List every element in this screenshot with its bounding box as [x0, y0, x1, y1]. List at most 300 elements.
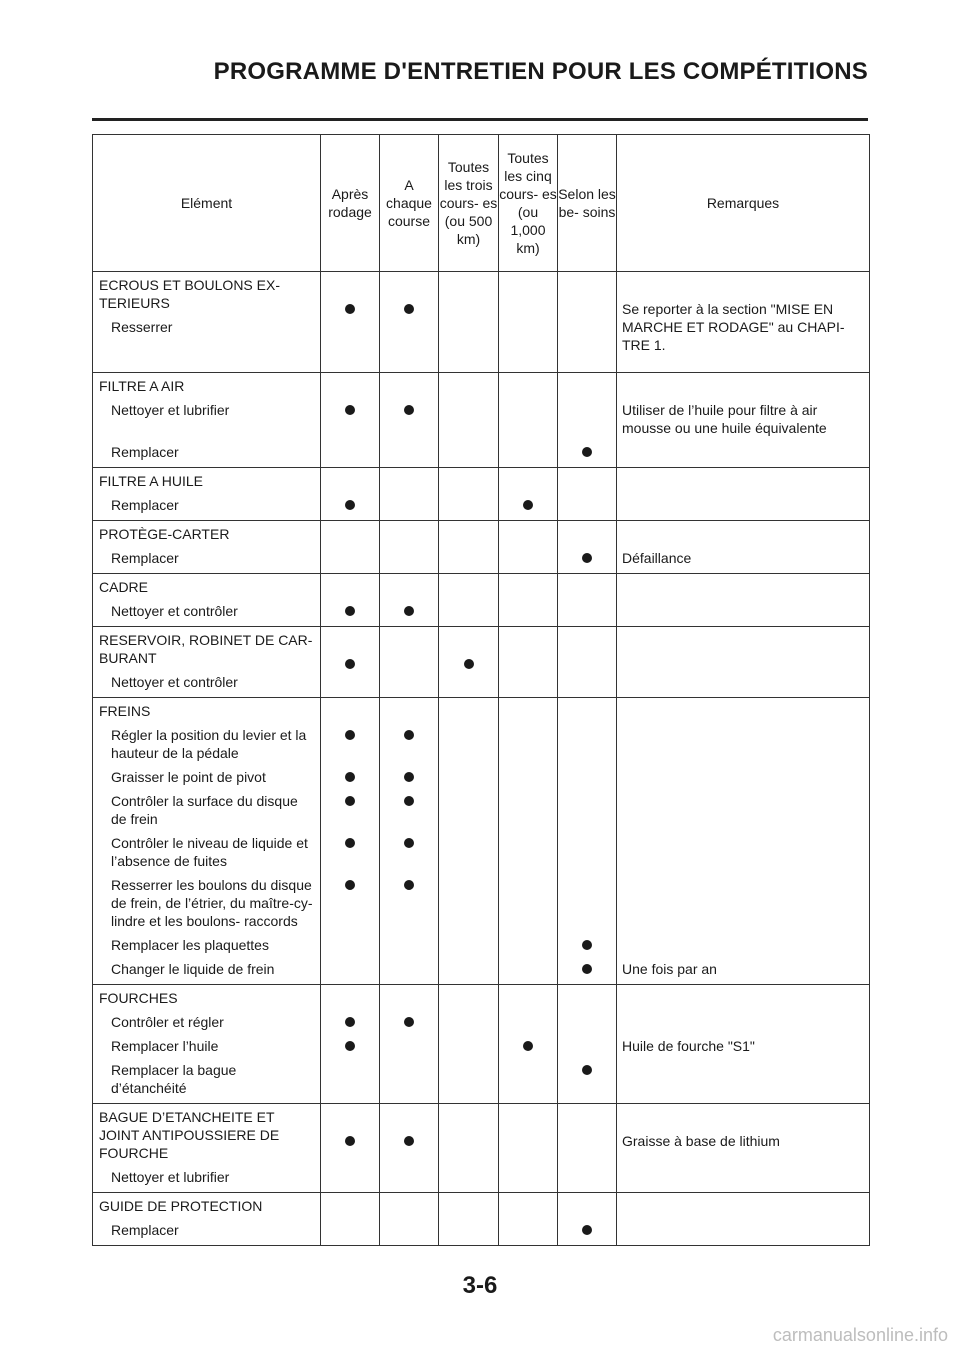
element-cell: [93, 627, 321, 698]
table-row: [93, 521, 870, 574]
interval-cell: [439, 373, 499, 468]
interval-slot: [558, 1215, 616, 1245]
remark-cell: [617, 1104, 870, 1193]
item-label: Régler la position du levier et la hauteur de la pédale: [111, 727, 307, 761]
check-dot-icon: [345, 796, 355, 806]
interval-slot: [558, 762, 616, 786]
interval-slot: [499, 762, 557, 786]
table-row: [93, 574, 870, 627]
interval-slot: [380, 720, 438, 762]
interval-slot: [499, 786, 557, 828]
header-apres-rodage: Après rodage: [321, 135, 380, 272]
spacer: [558, 468, 616, 490]
element-cell: [93, 698, 321, 985]
header-cinq-courses: Toutes les cinq cours- es (ou 1,000 km): [499, 135, 558, 272]
spacer: [321, 985, 379, 1007]
interval-slot: [499, 437, 557, 467]
interval-cell: [499, 985, 558, 1104]
table-header: [93, 135, 870, 272]
table-row: [93, 468, 870, 521]
interval-cell: [321, 627, 380, 698]
check-dot-icon: [582, 964, 592, 974]
spacer: [321, 468, 379, 490]
interval-cell: [439, 1193, 499, 1246]
element-cell: [93, 373, 321, 468]
interval-slot: [558, 1055, 616, 1103]
interval-cell: [558, 1193, 617, 1246]
check-dot-icon: [345, 304, 355, 314]
interval-cell: [321, 698, 380, 985]
interval-slot: [558, 437, 616, 467]
interval-slot: [321, 762, 379, 786]
item-label: Remplacer les plaquettes: [111, 937, 269, 953]
spacer: [321, 521, 379, 543]
spacer: [380, 521, 438, 543]
element-cell: [93, 521, 321, 574]
item-label: Nettoyer et contrôler: [111, 603, 238, 619]
interval-slot: [499, 1007, 557, 1031]
interval-cell: [558, 1104, 617, 1193]
group-title: FILTRE A AIR: [99, 378, 185, 394]
remark-text: [617, 596, 869, 626]
interval-slot: [380, 1126, 438, 1156]
remark-cell: [617, 1193, 870, 1246]
spacer: [558, 521, 616, 543]
interval-slot: [558, 930, 616, 954]
interval-slot: [439, 786, 498, 828]
spacer: [617, 373, 869, 395]
interval-slot: [321, 1031, 379, 1055]
interval-cell: [439, 272, 499, 373]
remark-text: Utiliser de l’huile pour filtre à air mousse ou une huile équivalente: [622, 402, 827, 436]
interval-cell: [321, 1104, 380, 1193]
spacer: [439, 468, 498, 490]
interval-cell: [321, 985, 380, 1104]
spacer: [558, 1104, 616, 1126]
item-label: Remplacer: [111, 550, 179, 566]
remark-text: [617, 437, 869, 467]
spacer: [321, 373, 379, 395]
header-remarques: Remarques: [617, 135, 870, 272]
table-row: [93, 985, 870, 1104]
header-selon-besoins: Selon les be- soins: [558, 135, 617, 272]
interval-cell: [558, 574, 617, 627]
interval-slot: [558, 543, 616, 573]
interval-cell: [439, 985, 499, 1104]
check-dot-icon: [345, 730, 355, 740]
remark-text: [617, 720, 869, 762]
interval-slot: [380, 1007, 438, 1031]
check-dot-icon: [345, 1041, 355, 1051]
title-divider: [92, 118, 868, 121]
check-dot-icon: [345, 772, 355, 782]
spacer: [439, 698, 498, 720]
spacer: [321, 574, 379, 596]
interval-cell: [321, 468, 380, 521]
interval-cell: [321, 1193, 380, 1246]
remark-text: [617, 649, 869, 679]
spacer: [499, 521, 557, 543]
interval-slot: [499, 649, 557, 679]
remark-text: Se reporter à la section "MISE EN MARCHE ET RODAGE" au CHAPI- TRE 1.: [622, 301, 845, 353]
spacer: [558, 698, 616, 720]
interval-cell: [321, 574, 380, 627]
spacer: [439, 373, 498, 395]
interval-slot: [499, 1215, 557, 1245]
remark-text: [617, 786, 869, 828]
interval-slot: [321, 437, 379, 467]
spacer: [321, 1193, 379, 1215]
interval-slot: [499, 490, 557, 520]
spacer: [617, 272, 869, 294]
table-row: [93, 698, 870, 985]
item-label: Remplacer: [111, 497, 179, 513]
spacer: [558, 373, 616, 395]
interval-slot: [439, 294, 498, 354]
interval-slot: [439, 1126, 498, 1156]
interval-slot: [499, 294, 557, 354]
interval-slot: [321, 930, 379, 954]
check-dot-icon: [523, 500, 533, 510]
spacer: [380, 985, 438, 1007]
check-dot-icon: [582, 447, 592, 457]
group-title: PROTÈGE-CARTER: [99, 526, 230, 542]
table-row: [93, 272, 870, 373]
interval-slot: [439, 543, 498, 573]
spacer: [499, 574, 557, 596]
spacer: [380, 373, 438, 395]
spacer: [617, 1104, 869, 1126]
interval-slot: [558, 1031, 616, 1055]
item-label: Resserrer les boulons du disque de frein, de l’étrier, du maître-cy- lindre et les boulons- raccords: [111, 877, 313, 929]
interval-cell: [380, 1193, 439, 1246]
check-dot-icon: [404, 405, 414, 415]
interval-slot: [321, 954, 379, 984]
spacer: [499, 627, 557, 649]
spacer: [558, 627, 616, 649]
interval-cell: [380, 1104, 439, 1193]
interval-cell: [439, 574, 499, 627]
group-title: BAGUE D’ETANCHEITE ET JOINT ANTIPOUSSIERE DE FOURCHE: [99, 1109, 280, 1161]
interval-slot: [321, 870, 379, 930]
maintenance-table: [92, 134, 870, 1246]
interval-slot: [321, 828, 379, 870]
interval-slot: [499, 395, 557, 437]
check-dot-icon: [404, 606, 414, 616]
interval-slot: [380, 649, 438, 679]
check-dot-icon: [345, 606, 355, 616]
group-title: CADRE: [99, 579, 149, 595]
header-element: Elément: [93, 135, 321, 272]
table-row: [93, 1104, 870, 1193]
group-title: FILTRE A HUILE: [99, 473, 203, 489]
check-dot-icon: [582, 553, 592, 563]
interval-slot: [380, 954, 438, 984]
interval-slot: [499, 1055, 557, 1103]
check-dot-icon: [582, 1225, 592, 1235]
remark-text: [617, 930, 869, 954]
check-dot-icon: [404, 1017, 414, 1027]
interval-cell: [499, 1104, 558, 1193]
interval-slot: [439, 596, 498, 626]
interval-slot: [499, 870, 557, 930]
element-cell: [93, 574, 321, 627]
check-dot-icon: [345, 500, 355, 510]
check-dot-icon: [404, 880, 414, 890]
check-dot-icon: [582, 940, 592, 950]
interval-slot: [558, 596, 616, 626]
spacer: [617, 985, 869, 1007]
interval-slot: [321, 720, 379, 762]
item-label: Contrôler et régler: [111, 1014, 224, 1030]
check-dot-icon: [404, 772, 414, 782]
element-cell: [93, 1104, 321, 1193]
interval-slot: [380, 762, 438, 786]
remark-text: Défaillance: [622, 550, 692, 566]
spacer: [321, 272, 379, 294]
interval-slot: [380, 596, 438, 626]
interval-slot: [380, 543, 438, 573]
interval-cell: [439, 698, 499, 985]
interval-slot: [439, 720, 498, 762]
interval-slot: [380, 930, 438, 954]
check-dot-icon: [345, 659, 355, 669]
interval-cell: [380, 373, 439, 468]
remark-text: [617, 1007, 869, 1031]
group-title: FOURCHES: [99, 990, 178, 1006]
interval-slot: [558, 490, 616, 520]
interval-slot: [558, 954, 616, 984]
spacer: [439, 272, 498, 294]
interval-slot: [499, 720, 557, 762]
spacer: [380, 627, 438, 649]
remark-cell: [617, 521, 870, 574]
interval-slot: [439, 954, 498, 984]
spacer: [380, 1104, 438, 1126]
interval-cell: [558, 468, 617, 521]
table-row: [93, 373, 870, 468]
interval-slot: [321, 596, 379, 626]
interval-slot: [499, 1126, 557, 1156]
remark-cell: [617, 985, 870, 1104]
interval-cell: [439, 468, 499, 521]
interval-cell: [380, 468, 439, 521]
interval-cell: [321, 272, 380, 373]
interval-slot: [558, 649, 616, 679]
interval-slot: [558, 395, 616, 437]
element-cell: [93, 272, 321, 373]
item-label: Contrôler le niveau de liquide et l’absence de fuites: [111, 835, 308, 869]
element-cell: [93, 1193, 321, 1246]
spacer: [380, 698, 438, 720]
check-dot-icon: [404, 730, 414, 740]
spacer: [558, 272, 616, 294]
interval-cell: [499, 627, 558, 698]
interval-slot: [321, 395, 379, 437]
spacer: [617, 698, 869, 720]
check-dot-icon: [345, 1017, 355, 1027]
interval-slot: [439, 437, 498, 467]
interval-slot: [499, 954, 557, 984]
interval-slot: [558, 870, 616, 930]
spacer: [321, 627, 379, 649]
interval-slot: [558, 720, 616, 762]
interval-cell: [380, 521, 439, 574]
spacer: [439, 1193, 498, 1215]
check-dot-icon: [404, 838, 414, 848]
spacer: [380, 1193, 438, 1215]
interval-slot: [439, 870, 498, 930]
spacer: [558, 985, 616, 1007]
interval-slot: [380, 786, 438, 828]
interval-cell: [439, 521, 499, 574]
item-label: Nettoyer et lubrifier: [111, 402, 230, 418]
interval-slot: [380, 395, 438, 437]
interval-slot: [439, 1055, 498, 1103]
interval-slot: [439, 1031, 498, 1055]
interval-slot: [321, 1055, 379, 1103]
interval-slot: [439, 930, 498, 954]
interval-slot: [321, 1126, 379, 1156]
group-title: GUIDE DE PROTECTION: [99, 1198, 263, 1214]
spacer: [499, 272, 557, 294]
spacer: [499, 698, 557, 720]
spacer: [499, 985, 557, 1007]
interval-slot: [321, 294, 379, 354]
interval-slot: [380, 1215, 438, 1245]
spacer: [617, 574, 869, 596]
interval-cell: [380, 985, 439, 1104]
interval-cell: [558, 698, 617, 985]
interval-slot: [321, 649, 379, 679]
remark-text: [617, 1215, 869, 1245]
interval-cell: [499, 1193, 558, 1246]
interval-slot: [558, 1126, 616, 1156]
item-label: Graisser le point de pivot: [111, 769, 266, 785]
item-label: Contrôler la surface du disque de frein: [111, 793, 298, 827]
spacer: [439, 1104, 498, 1126]
interval-cell: [499, 272, 558, 373]
check-dot-icon: [464, 659, 474, 669]
remark-text: [617, 870, 869, 930]
interval-slot: [439, 490, 498, 520]
spacer: [558, 574, 616, 596]
spacer: [380, 272, 438, 294]
item-label: Changer le liquide de frein: [111, 961, 275, 977]
item-label: Nettoyer et lubrifier: [111, 1169, 230, 1185]
interval-slot: [321, 543, 379, 573]
spacer: [439, 521, 498, 543]
interval-slot: [439, 762, 498, 786]
check-dot-icon: [404, 1136, 414, 1146]
interval-slot: [321, 490, 379, 520]
interval-cell: [321, 521, 380, 574]
spacer: [380, 574, 438, 596]
remark-cell: [617, 468, 870, 521]
interval-slot: [499, 543, 557, 573]
interval-slot: [380, 294, 438, 354]
check-dot-icon: [582, 1065, 592, 1075]
remark-text: [617, 490, 869, 520]
group-title: RESERVOIR, ROBINET DE CAR- BURANT: [99, 632, 313, 666]
remark-cell: [617, 698, 870, 985]
check-dot-icon: [404, 796, 414, 806]
watermark: carmanualsonline.info: [772, 1325, 948, 1345]
interval-cell: [380, 272, 439, 373]
page-title: PROGRAMME D'ENTRETIEN POUR LES COMPÉTITIONS: [213, 58, 868, 85]
interval-cell: [439, 1104, 499, 1193]
item-label: Resserrer: [111, 319, 173, 335]
interval-cell: [380, 698, 439, 985]
interval-cell: [499, 373, 558, 468]
interval-slot: [499, 828, 557, 870]
spacer: [439, 627, 498, 649]
remark-text: Une fois par an: [622, 961, 717, 977]
spacer: [499, 373, 557, 395]
interval-cell: [558, 521, 617, 574]
interval-cell: [380, 574, 439, 627]
item-label: Remplacer: [111, 444, 179, 460]
interval-cell: [321, 373, 380, 468]
interval-slot: [380, 1055, 438, 1103]
spacer: [439, 985, 498, 1007]
interval-slot: [439, 649, 498, 679]
spacer: [617, 521, 869, 543]
element-cell: [93, 468, 321, 521]
table-row: [93, 1193, 870, 1246]
interval-slot: [439, 828, 498, 870]
remark-text: [617, 762, 869, 786]
remark-text: [617, 828, 869, 870]
interval-slot: [321, 786, 379, 828]
remark-text: [617, 1055, 869, 1103]
spacer: [321, 1104, 379, 1126]
interval-slot: [380, 490, 438, 520]
interval-slot: [321, 1215, 379, 1245]
interval-slot: [499, 930, 557, 954]
item-label: Nettoyer et contrôler: [111, 674, 238, 690]
table-body: [93, 272, 870, 1246]
header-trois-courses: Toutes les trois cours- es (ou 500 km): [439, 135, 499, 272]
check-dot-icon: [345, 1136, 355, 1146]
item-label: Remplacer: [111, 1222, 179, 1238]
interval-slot: [380, 1031, 438, 1055]
spacer: [499, 1193, 557, 1215]
table-row: [93, 627, 870, 698]
interval-slot: [558, 786, 616, 828]
group-title: FREINS: [99, 703, 151, 719]
spacer: [499, 1104, 557, 1126]
interval-cell: [558, 373, 617, 468]
spacer: [499, 468, 557, 490]
interval-slot: [499, 596, 557, 626]
item-label: Remplacer la bague d’étanchéité: [111, 1062, 237, 1096]
check-dot-icon: [345, 405, 355, 415]
interval-slot: [558, 828, 616, 870]
spacer: [439, 574, 498, 596]
interval-slot: [439, 395, 498, 437]
interval-cell: [380, 627, 439, 698]
remark-text: Graisse à base de lithium: [622, 1133, 780, 1149]
interval-cell: [558, 272, 617, 373]
item-label: Remplacer l’huile: [111, 1038, 219, 1054]
spacer: [617, 1193, 869, 1215]
remark-cell: [617, 272, 870, 373]
interval-cell: [439, 627, 499, 698]
spacer: [380, 468, 438, 490]
header-chaque-course: A chaque course: [380, 135, 439, 272]
interval-cell: [499, 521, 558, 574]
